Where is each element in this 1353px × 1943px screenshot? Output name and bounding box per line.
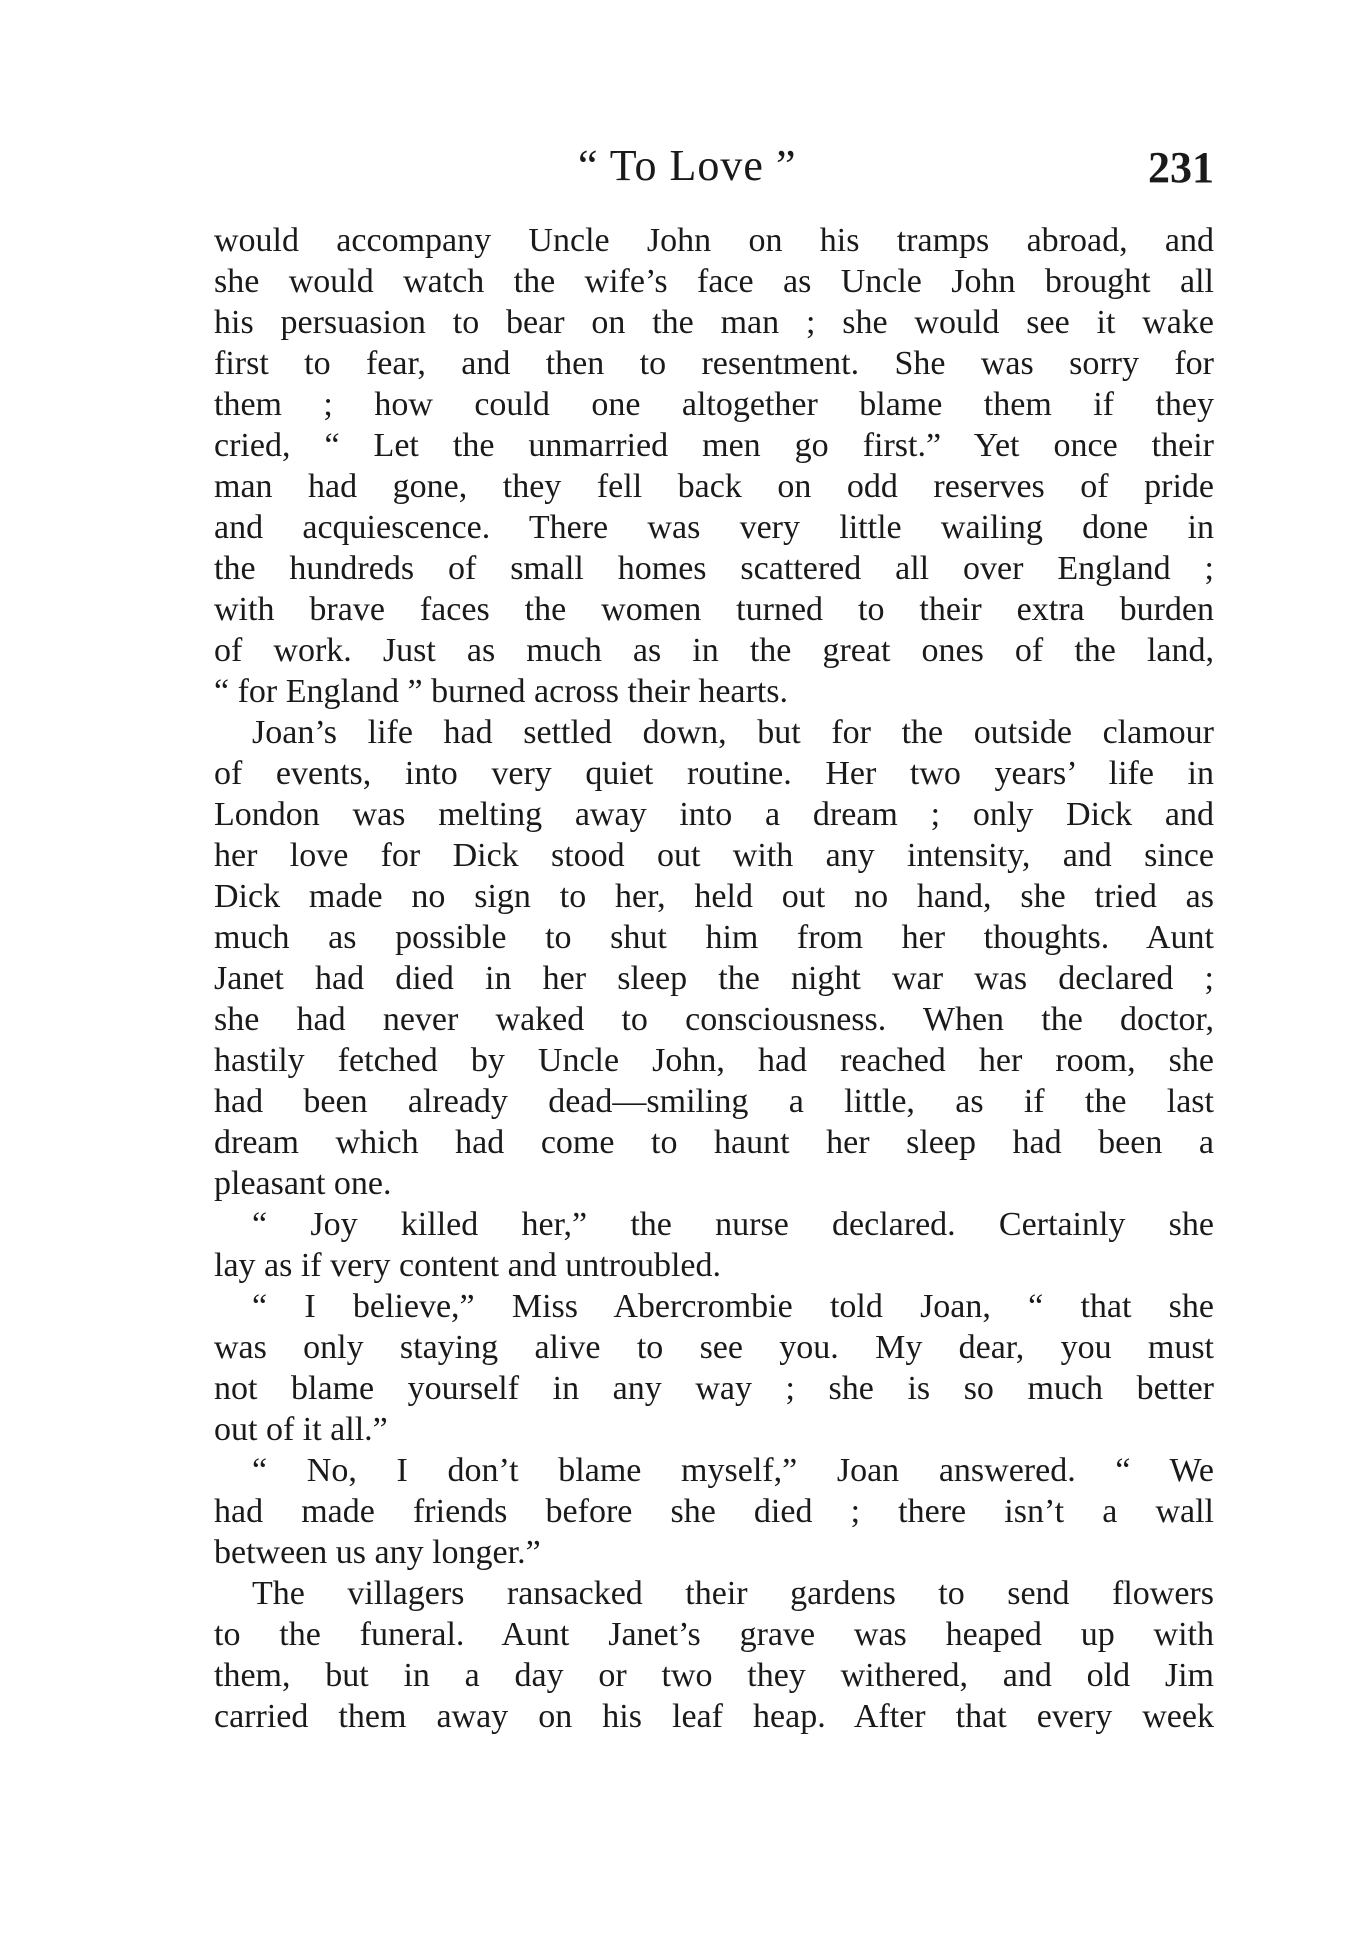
text-line: them, but in a day or two they withered, and old Jim <box>214 1657 1214 1694</box>
text-line: she had never waked to consciousness. When the doctor, <box>214 1001 1214 1038</box>
text-line: carried them away on his leaf heap. After that every week <box>214 1698 1214 1735</box>
text-line: “ Joy killed her,” the nurse declared. Certainly she <box>252 1206 1214 1243</box>
running-head <box>0 140 1353 200</box>
text-line: of events, into very quiet routine. Her two years’ life in <box>214 755 1214 792</box>
text-line: and acquiescence. There was very little wailing done in <box>214 509 1214 546</box>
text-line: his persuasion to bear on the man ; she would see it wake <box>214 304 1214 341</box>
text-line: was only staying alive to see you. My dear, you must <box>214 1329 1214 1366</box>
text-line: cried, “ Let the unmarried men go first.” Yet once their <box>214 427 1214 464</box>
text-line: dream which had come to haunt her sleep had been a <box>214 1124 1214 1161</box>
text-line: to the funeral. Aunt Janet’s grave was heaped up with <box>214 1616 1214 1653</box>
text-line: the hundreds of small homes scattered all over England ; <box>214 550 1214 587</box>
text-line: The villagers ransacked their gardens to send flowers <box>252 1575 1214 1612</box>
text-line: much as possible to shut him from her thoughts. Aunt <box>214 919 1214 956</box>
running-title: “ To Love ” <box>578 141 797 190</box>
text-line: her love for Dick stood out with any intensity, and since <box>214 837 1214 874</box>
text-line: between us any longer.” <box>214 1534 541 1571</box>
text-line: London was melting away into a dream ; only Dick and <box>214 796 1214 833</box>
body-text <box>214 220 1214 1737</box>
text-line: Dick made no sign to her, held out no hand, she tried as <box>214 878 1214 915</box>
text-line: had made friends before she died ; there isn’t a wall <box>214 1493 1214 1530</box>
text-line: with brave faces the women turned to their extra burden <box>214 591 1214 628</box>
text-line: had been already dead—smiling a little, as if the last <box>214 1083 1214 1120</box>
text-line: “ No, I don’t blame myself,” Joan answered. “ We <box>252 1452 1214 1489</box>
text-line: “ I believe,” Miss Abercrombie told Joan, “ that she <box>252 1288 1214 1325</box>
text-line: first to fear, and then to resentment. She was sorry for <box>214 345 1214 382</box>
text-line: Janet had died in her sleep the night war was declared ; <box>214 960 1214 997</box>
text-line: “ for England ” burned across their hearts. <box>214 673 788 710</box>
text-line: of work. Just as much as in the great ones of the land, <box>214 632 1214 669</box>
text-line: them ; how could one altogether blame them if they <box>214 386 1214 423</box>
text-line: not blame yourself in any way ; she is so much better <box>214 1370 1214 1407</box>
text-line: Joan’s life had settled down, but for the outside clamour <box>252 714 1214 751</box>
text-line: hastily fetched by Uncle John, had reached her room, she <box>214 1042 1214 1079</box>
text-line: out of it all.” <box>214 1411 388 1448</box>
text-line: lay as if very content and untroubled. <box>214 1247 722 1284</box>
text-line: pleasant one. <box>214 1165 392 1202</box>
text-line: would accompany Uncle John on his tramps abroad, and <box>214 222 1214 259</box>
page-number: 231 <box>1148 143 1214 192</box>
text-line: she would watch the wife’s face as Uncle John brought all <box>214 263 1214 300</box>
text-line: man had gone, they fell back on odd reserves of pride <box>214 468 1214 505</box>
